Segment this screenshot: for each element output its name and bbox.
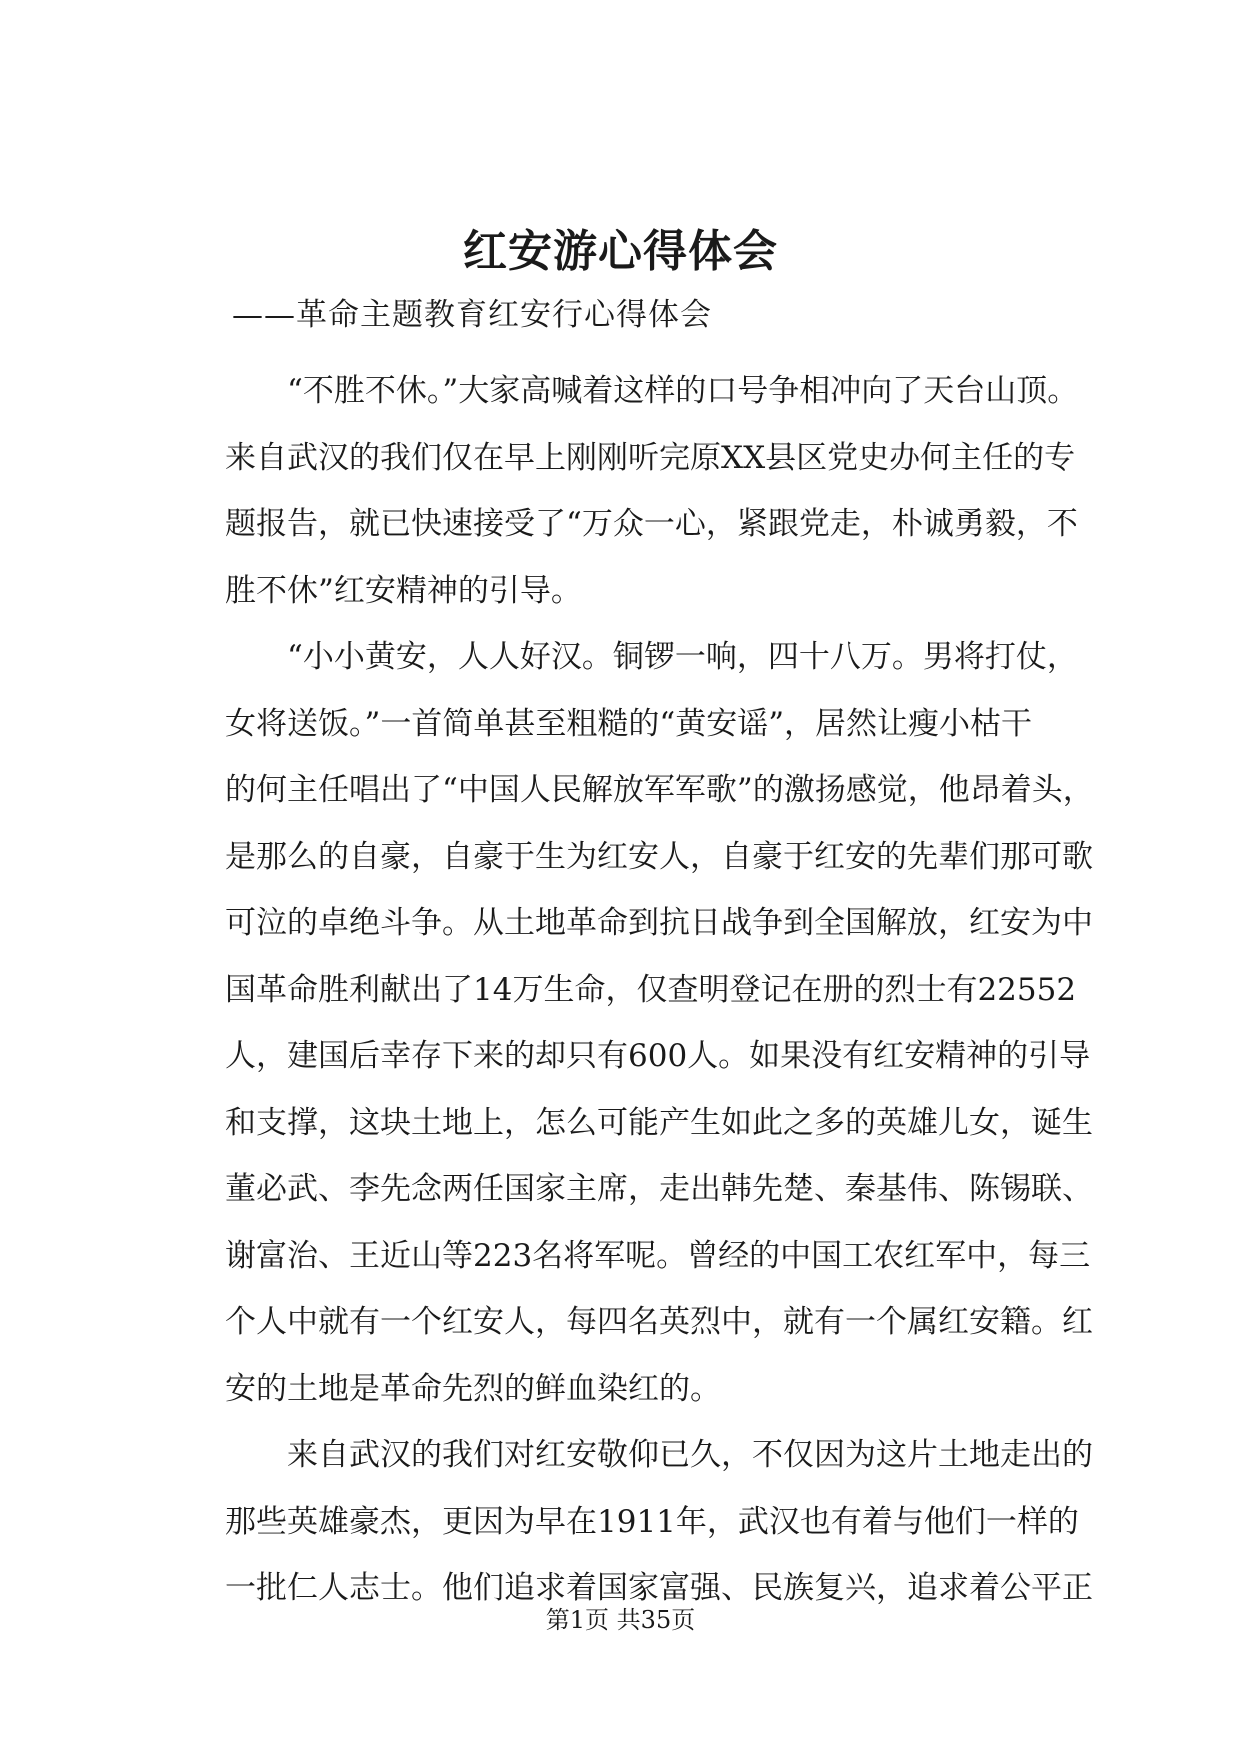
page-footer: 第1页 共35页 <box>545 1606 696 1634</box>
text-line: 安的土地是革命先烈的鲜血染红的。 <box>225 1370 721 1407</box>
paragraph-3 <box>163 1422 1093 1622</box>
text-line: 是那么的自豪，自豪于生为红安人，自豪于红安的先辈们那可歌 <box>225 838 1093 875</box>
text-line: 谢富治、王近山等223名将军呢。曾经的中国工农红军中，每三 <box>225 1237 1091 1274</box>
text-line: 来自武汉的我们对红安敬仰已久，不仅因为这片土地走出的 <box>287 1437 1093 1473</box>
text-line: 来自武汉的我们仅在早上刚刚听完原XX县区党史办何主任的专 <box>225 439 1076 476</box>
text-line: “小小黄安，人人好汉。铜锣一响，四十八万。男将打仗， <box>287 639 1078 675</box>
text-line: 胜不休”红安精神的引导。 <box>225 572 582 609</box>
text-line: 国革命胜利献出了14万生命，仅查明登记在册的烈士有22552 <box>225 971 1077 1008</box>
paragraph-1 <box>163 358 1083 624</box>
text-line: 个人中就有一个红安人，每四名英烈中，就有一个属红安籍。红 <box>225 1304 1093 1340</box>
text-line: 和支撑，这块土地上，怎么可能产生如此之多的英雄儿女，诞生 <box>225 1104 1093 1141</box>
text-line: 人，建国后幸存下来的却只有600人。如果没有红安精神的引导 <box>225 1038 1091 1074</box>
text-line: 的何主任唱出了“中国人民解放军军歌”的激扬感觉，他昂着头， <box>225 772 1094 808</box>
document-body <box>163 358 1094 1622</box>
document-subtitle: ——革命主题教育红安行心得体会 <box>232 297 712 333</box>
text-line: 那些英雄豪杰，更因为早在1911年，武汉也有着与他们一样的 <box>225 1503 1079 1540</box>
text-line: 女将送饭。”一首简单甚至粗糙的“黄安谣”，居然让瘦小枯干 <box>225 705 1033 742</box>
text-line: 可泣的卓绝斗争。从土地革命到抗日战争到全国解放，红安为中 <box>225 905 1093 941</box>
document-title: 红安游心得体会 <box>463 226 778 277</box>
text-line: 题报告，就已快速接受了“万众一心，紧跟党走，朴诚勇毅，不 <box>225 506 1078 542</box>
paragraph-2 <box>163 624 1094 1422</box>
text-line: 董必武、李先念两任国家主席，走出韩先楚、秦基伟、陈锡联、 <box>225 1171 1093 1207</box>
text-line: “不胜不休。”大家高喊着这样的口号争相冲向了天台山顶。 <box>287 373 1079 409</box>
text-line: 一批仁人志士。他们追求着国家富强、民族复兴，追求着公平正 <box>225 1570 1093 1606</box>
